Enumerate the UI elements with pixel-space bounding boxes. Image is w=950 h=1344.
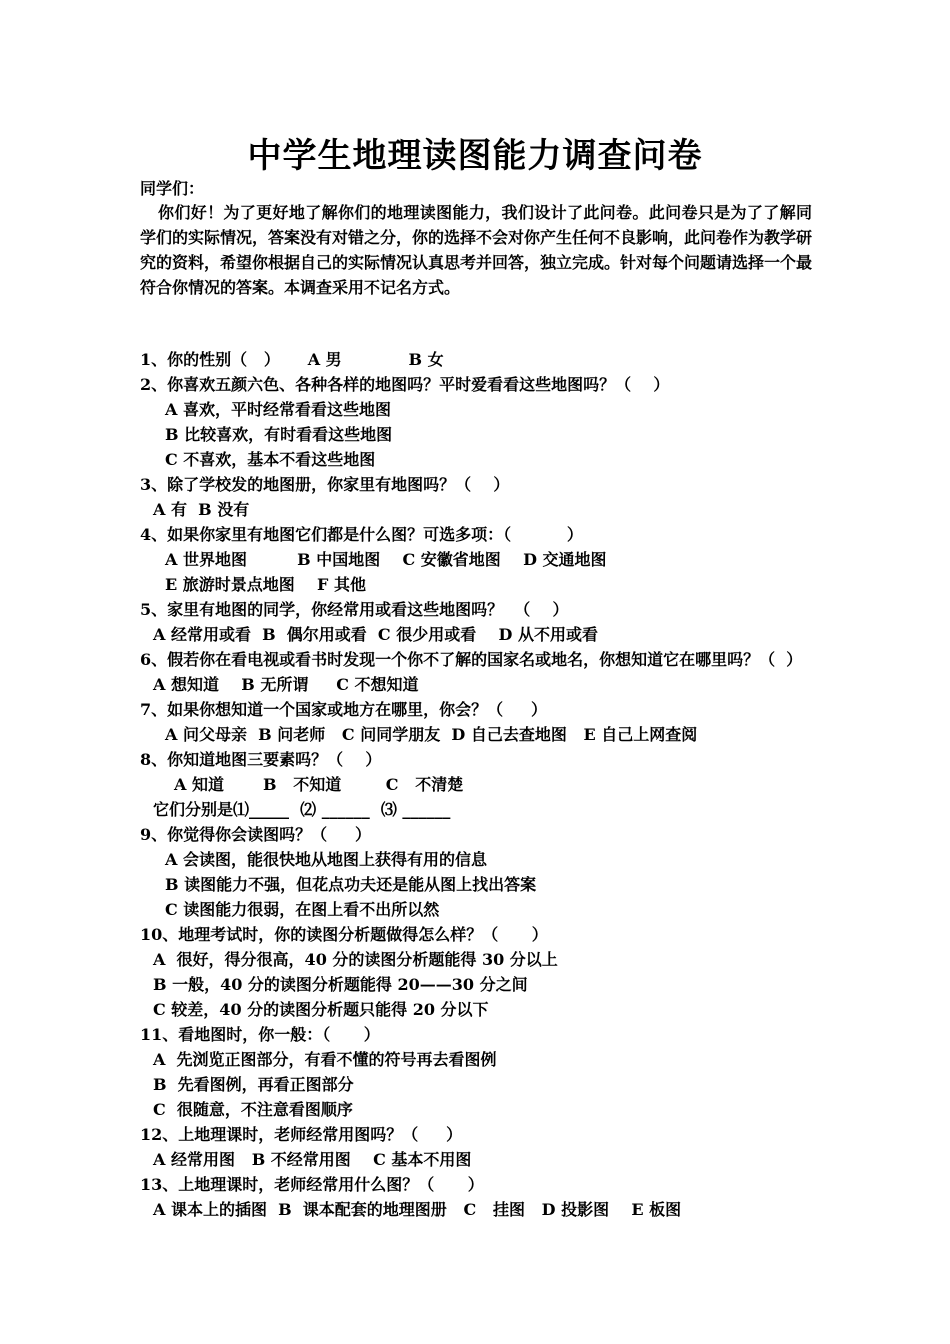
question-11-option-c: C 很随意，不注意看图顺序 — [153, 1100, 353, 1119]
question-13-options: A 课本上的插图 B 课本配套的地理图册 C 挂图 D 投影图 E 板图 — [153, 1200, 682, 1219]
question-9-option-c: C 读图能力很弱，在图上看不出所以然 — [165, 900, 440, 919]
question-7-options: A 问父母亲 B 问老师 C 问同学朋友 D 自己去查地图 E 自己上网查阅 — [165, 725, 698, 744]
question-7: 7、如果你想知道一个国家或地方在哪里，你会？（ ） — [140, 700, 547, 719]
question-4: 4、如果你家里有地图它们都是什么图？可选多项：（ ） — [140, 525, 583, 544]
question-4-options-row2: E 旅游时景点地图 F 其他 — [165, 575, 366, 594]
question-9-option-b: B 读图能力不强，但花点功夫还是能从图上找出答案 — [165, 875, 537, 894]
question-9: 9、你觉得你会读图吗？（ ） — [140, 825, 371, 844]
intro-paragraph: 你们好！为了更好地了解你们的地理读图能力，我们设计了此问卷。此问卷只是为了了解同学们的实际情况，答案没有对错之分，你的选择不会对你产生任何不良影响，此问卷作为教学研究的资料，希望你根据自己的实际情况认真思考并回答，独立完成。针对每个问题请选择一个最符合你情况的答案。本调查采用不记名方式。 — [140, 203, 813, 297]
question-13: 13、上地理课时，老师经常用什么图？（ ） — [140, 1175, 484, 1194]
question-10: 10、地理考试时，你的读图分析题做得怎么样？（ ） — [140, 925, 548, 944]
page-title: 中学生地理读图能力调查问卷 — [247, 136, 703, 176]
question-2-option-a: A 喜欢，平时经常看看这些地图 — [165, 400, 391, 419]
question-8-options: A 知道 B 不知道 C 不清楚 — [174, 775, 464, 794]
question-2: 2、你喜欢五颜六色、各种各样的地图吗？平时爱看看这些地图吗？（ ） — [140, 375, 670, 394]
question-10-option-a: A 很好，得分很高，40 分的读图分析题能得 30 分以上 — [153, 950, 558, 969]
question-2-option-b: B 比较喜欢，有时看看这些地图 — [165, 425, 393, 444]
question-5-options: A 经常用或看 B 偶尔用或看 C 很少用或看 D 从不用或看 — [153, 625, 598, 644]
question-2-option-c: C 不喜欢，基本不看这些地图 — [165, 450, 376, 469]
greeting: 同学们： — [140, 179, 205, 198]
question-list — [140, 347, 840, 1222]
question-12-options: A 经常用图 B 不经常用图 C 基本不用图 — [153, 1150, 472, 1169]
question-12: 12、上地理课时，老师经常用图吗？（ ） — [140, 1125, 463, 1144]
question-6-options: A 想知道 B 无所谓 C 不想知道 — [153, 675, 419, 694]
question-4-options-row1: A 世界地图 B 中国地图 C 安徽省地图 D 交通地图 — [165, 550, 607, 569]
question-6: 6、假若你在看电视或看书时发现一个你不了解的国家名或地名，你想知道它在哪里吗？（ ） — [140, 650, 803, 669]
question-8: 8、你知道地图三要素吗？（ ） — [140, 750, 382, 769]
question-10-option-b: B 一般，40 分的读图分析题能得 20——30 分之间 — [153, 975, 528, 994]
question-1: 1、你的性别（ ） A 男 B 女 — [140, 350, 444, 369]
question-10-option-c: C 较差，40 分的读图分析题只能得 20 分以下 — [153, 1000, 489, 1019]
question-11: 11、看地图时，你一般：（ ） — [140, 1025, 380, 1044]
question-9-option-a: A 会读图，能很快地从地图上获得有用的信息 — [165, 850, 487, 869]
question-11-option-b: B 先看图例，再看正图部分 — [153, 1075, 354, 1094]
question-8-blanks: 它们分别是⑴_____ ⑵ ______ ⑶ ______ — [153, 800, 451, 819]
question-5: 5、家里有地图的同学，你经常用或看这些地图吗？ （ ） — [140, 600, 569, 619]
question-3-options: A 有 B 没有 — [153, 500, 250, 519]
question-3: 3、除了学校发的地图册，你家里有地图吗？（ ） — [140, 475, 510, 494]
question-11-option-a: A 先浏览正图部分，有看不懂的符号再去看图例 — [153, 1050, 497, 1069]
